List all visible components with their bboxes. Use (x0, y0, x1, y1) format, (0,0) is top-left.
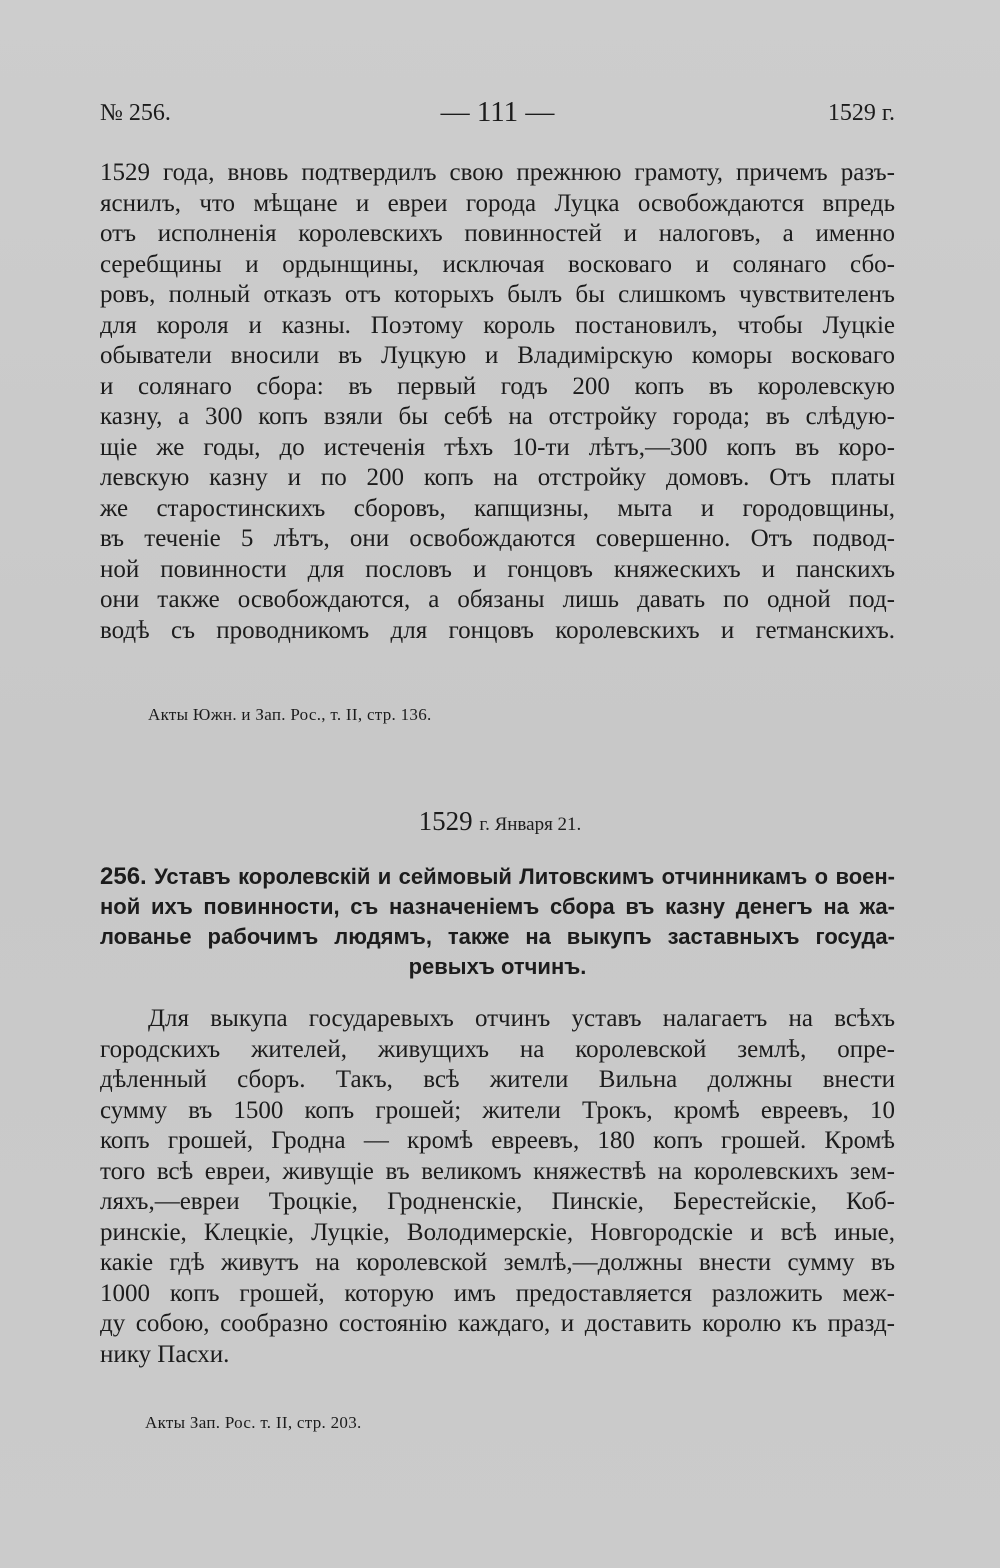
text-line: нику Пасхи. (100, 1340, 230, 1368)
text-line: обыватели вносили въ Луцкую и Владимірскую коморы восковаго (100, 342, 895, 369)
text-line: серебщины и ордынщины, исключая восковаго и солянаго сбо- (100, 250, 895, 278)
text-line: того всѣ евреи, живущіе въ великомъ княжествѣ на королевскихъ зем- (100, 1157, 895, 1185)
text-line: дѣленный сборъ. Такъ, всѣ жители Вильна должны внести (100, 1066, 895, 1093)
page-number: — 111 — (440, 96, 555, 128)
paragraph-summary (100, 1004, 895, 1370)
header-year: 1529 г. (827, 100, 895, 126)
paragraph-continued (100, 158, 895, 646)
text-line: ной повинности для пословъ и гонцовъ княжескихъ и панскихъ (100, 555, 895, 583)
date-year: 1529 (418, 806, 473, 836)
title-number: 256. (100, 863, 147, 890)
text-line: въ теченіе 5 лѣтъ, они освобождаются совершенно. Отъ подвод- (100, 525, 895, 552)
source-citation: Акты Зап. Рос. т. II, стр. 203. (145, 1413, 362, 1432)
title-line (100, 862, 895, 892)
text-line: сумму въ 1500 копъ грошей; жители Трокъ, кромѣ евреевъ, 10 (100, 1096, 895, 1124)
text-line: и солянаго сбора: въ первый годъ 200 копъ въ королевскую (100, 372, 895, 400)
text-line: ду собою, сообразно состоянію каждаго, и доставить королю къ празд- (100, 1310, 895, 1337)
page-header (100, 96, 895, 136)
date-rest: г. Января 21. (479, 814, 582, 835)
text-line: водѣ съ проводникомъ для гонцовъ королевскихъ и гетманскихъ. (100, 616, 895, 644)
date-heading (0, 806, 1000, 837)
text-line: для короля и казны. Поэтому король постановилъ, чтобы Луцкіе (100, 311, 895, 339)
text-line: ровъ, полный отказъ отъ которыхъ былъ бы слишкомъ чувствителенъ (100, 281, 895, 308)
text-line: левскую казну и по 200 копъ на отстройку домовъ. Отъ платы (100, 464, 895, 491)
title-text: Уставъ королевскій и сеймовый Литовскимъ отчинникамъ о воен- (154, 864, 895, 889)
text-line: копъ грошей, Гродна — кромѣ евреевъ, 180 копъ грошей. Кромѣ (100, 1127, 895, 1154)
text-line: какіе гдѣ живутъ на королевской землѣ,—должны внести сумму въ (100, 1249, 895, 1276)
text-line: городскихъ жителей, живущихъ на королевской землѣ, опре- (100, 1035, 895, 1063)
document-title (100, 862, 895, 982)
text-line: 1529 года, вновь подтвердилъ свою прежнюю грамоту, причемъ разъ- (100, 159, 895, 186)
text-line: 1000 копъ грошей, которую имъ предоставляется разложить меж- (100, 1279, 895, 1307)
text-line: отъ исполненія королевскихъ повинностей и налоговъ, а именно (100, 220, 895, 247)
title-line: ревыхъ отчинъ. (408, 954, 587, 979)
text-line: ринскіе, Клецкіе, Луцкіе, Володимерскіе, Новгородскіе и всѣ иные, (100, 1218, 895, 1246)
title-line: лованье рабочимъ людямъ, также на выкупъ заставныхъ госуда- (100, 924, 895, 949)
source-citation: Акты Южн. и Зап. Рос., т. II, стр. 136. (148, 705, 432, 724)
text-line: щіе же годы, до истеченія тѣхъ 10-ти лѣтъ,—300 копъ въ коро- (100, 433, 895, 461)
document-number: № 256. (100, 100, 171, 126)
text-line: яснилъ, что мѣщане и евреи города Луцка освобождаются впредь (100, 189, 895, 217)
text-line: казну, а 300 копъ взяли бы себѣ на отстройку города; въ слѣдую- (100, 403, 895, 430)
text-line: Для выкупа государевыхъ отчинъ уставъ налагаетъ на всѣхъ (148, 1005, 895, 1032)
text-line: ляхъ,—евреи Троцкіе, Гродненскіе, Пинскіе, Берестейскіе, Коб- (100, 1188, 895, 1215)
title-line: ной ихъ повинности, съ назначеніемъ сбора въ казну денегъ на жа- (100, 894, 895, 919)
text-line: же старостинскихъ сборовъ, капщизны, мыта и городовщины, (100, 494, 895, 522)
text-line: они также освобождаются, а обязаны лишь давать по одной под- (100, 586, 895, 613)
